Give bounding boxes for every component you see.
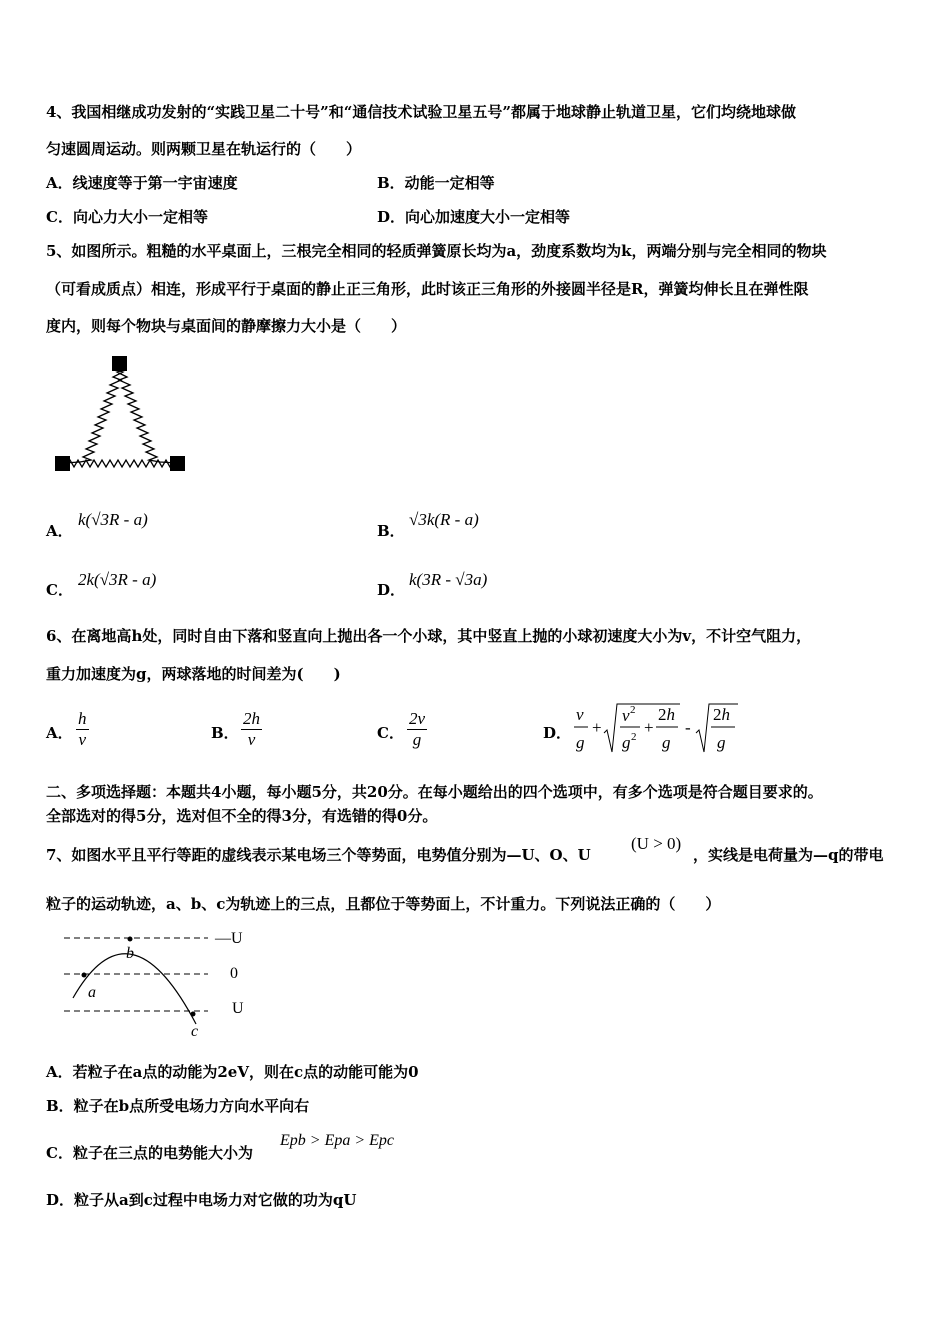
point-b — [128, 937, 133, 942]
q6-option-a-label: A． — [46, 724, 73, 742]
svg-text:2h: 2h — [658, 705, 675, 724]
spring-right — [117, 364, 177, 463]
q6-a-numerator: h — [78, 709, 87, 728]
q7-option-a: A．若粒子在a点的动能为2eV，则在c点的动能可能为0 — [46, 1063, 419, 1081]
svg-text:2: 2 — [630, 704, 636, 716]
point-c — [191, 1012, 196, 1017]
q4-option-d: D．向心加速度大小一定相等 — [377, 208, 571, 226]
q7-option-c-formula: Epb > Epa > Epc — [280, 1132, 395, 1149]
q6-option-b-fraction — [241, 709, 262, 750]
q4-option-a: A．线速度等于第一宇宙速度 — [46, 174, 238, 192]
point-a-label: a — [88, 984, 96, 1001]
svg-text:2h: 2h — [713, 705, 730, 724]
q6-c-denominator: g — [412, 730, 422, 749]
q5-option-b-label: B． — [377, 522, 405, 540]
q5-option-d-formula: k(3R - √3a) — [409, 570, 488, 589]
q6-a-denominator: v — [78, 730, 87, 749]
q5-option-a-formula: k(√3R - a) — [78, 510, 148, 529]
q5-option-c-label: C． — [46, 581, 73, 599]
point-b-label: b — [126, 945, 134, 962]
svg-text:v: v — [576, 705, 584, 724]
q4-option-b: B．动能一定相等 — [377, 174, 495, 192]
block-right — [170, 456, 185, 471]
block-left — [55, 456, 70, 471]
q6-b-numerator: 2h — [243, 709, 260, 728]
q6-option-c-label: C． — [377, 724, 404, 742]
q5-option-d-label: D． — [377, 581, 406, 599]
q7-stem-line1b: ，实线是电荷量为—q的带电 — [693, 846, 884, 864]
q7-option-c: C．粒子在三点的电势能大小为 — [46, 1144, 253, 1162]
q4-stem-line1: 4、我国相继成功发射的“实践卫星二十号”和“通信技术试验卫星五号”都属于地球静止轨道卫星，它们均绕地球做 — [46, 103, 796, 121]
section2-header-line1: 二、多项选择题：本题共4小题，每小题5分，共20分。在每小题给出的四个选项中，有多个选项是符合题目要求的。 — [46, 783, 823, 801]
q6-option-d-label: D． — [543, 724, 572, 742]
spring-left — [64, 364, 123, 463]
svg-text:g: g — [717, 733, 726, 752]
q4-option-c: C．向心力大小一定相等 — [46, 208, 208, 226]
svg-text:g: g — [622, 733, 631, 752]
svg-text:g: g — [662, 733, 671, 752]
section2-header-line2: 全部选对的得5分，选对但不全的得3分，有选错的得0分。 — [46, 807, 438, 825]
svg-text:+: + — [592, 718, 602, 737]
q5-option-a-label: A． — [46, 522, 73, 540]
q7-option-d: D．粒子从a到c过程中电场力对它做的功为qU — [46, 1191, 357, 1209]
point-c-label: c — [191, 1023, 199, 1040]
q5-stem-line3: 度内，则每个物块与桌面间的静摩擦力大小是（ ） — [46, 317, 407, 335]
point-a — [82, 973, 87, 978]
q7-condition: (U > 0) — [631, 834, 682, 853]
q6-c-numerator: 2v — [409, 709, 426, 728]
svg-text:2: 2 — [631, 731, 637, 743]
q6-option-a-fraction — [76, 709, 89, 750]
q6-option-b-label: B． — [211, 724, 239, 742]
q5-option-b-formula: √3k(R - a) — [409, 510, 479, 529]
q6-option-d-formula — [572, 700, 752, 756]
q6-b-denominator: v — [247, 730, 256, 749]
svg-text:v: v — [622, 706, 630, 725]
svg-text:+: + — [644, 718, 654, 737]
q4-stem-line2: 匀速圆周运动。则两颗卫星在轨运行的（ ） — [46, 140, 362, 158]
equipotential-label-top: —U — [215, 930, 243, 947]
equipotential-label-bottom: U — [232, 1000, 244, 1017]
q5-stem-line2: （可看成质点）相连，形成平行于桌面的静止正三角形，此时该正三角形的外接圆半径是R，弹簧均伸长且在弹性限 — [46, 280, 809, 298]
spring-triangle-figure — [50, 350, 190, 475]
q7-stem-line2: 粒子的运动轨迹，a、b、c为轨迹上的三点，且都位于等势面上，不计重力。下列说法正确的（ ） — [46, 895, 721, 913]
q7-option-b: B．粒子在b点所受电场力方向水平向右 — [46, 1097, 310, 1115]
block-top — [112, 356, 127, 371]
equipotential-label-mid: 0 — [230, 965, 238, 982]
q6-stem-line2: 重力加速度为g，两球落地的时间差为( ) — [46, 665, 341, 683]
q5-stem-line1: 5、如图所示。粗糙的水平桌面上，三根完全相同的轻质弹簧原长均为a，劲度系数均为k，两端分别与完全相同的物块 — [46, 242, 827, 260]
q5-option-c-formula: 2k(√3R - a) — [78, 570, 157, 589]
q6-option-c-fraction — [407, 709, 427, 750]
spring-bottom — [64, 460, 177, 467]
svg-text:-: - — [685, 718, 691, 737]
q7-stem-line1a: 7、如图水平且平行等距的虚线表示某电场三个等势面，电势值分别为—U、O、U — [46, 846, 591, 864]
svg-text:g: g — [576, 733, 585, 752]
q6-stem-line1: 6、在离地高h处，同时自由下落和竖直向上抛出各一个小球，其中竖直上抛的小球初速度大小为v，不计空气阻力， — [46, 627, 812, 645]
